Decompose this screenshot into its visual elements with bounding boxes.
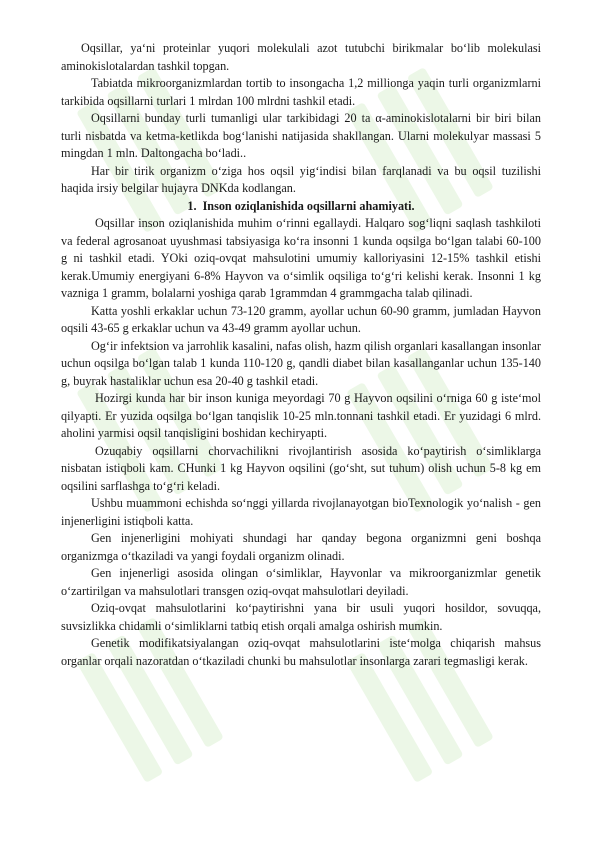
paragraph: Tabiatda mikroorganizmlardan tortib to insongacha 1,2 millionga yaqin turli organizmlarni tarkibida oqsillarni turlari 1 mlrdan 100 mlrdni tashkil etadi. [61, 76, 541, 108]
section-title: Inson oziqlanishida oqsillarni ahamiyati. [202, 198, 415, 213]
paragraph: Ozuqabiy oqsillarni chorvachilikni rivojlantirish asosida ko‘paytirish o‘simliklarga nisbatan istiqboli kam. CHunki 1 kg Hayvon oqsilini (go‘sht, sut tuhum) olish uchun 5-8 kg em oqsilini sarflashga to‘g‘ri keladi. [61, 443, 541, 493]
paragraph: Har bir tirik organizm o‘ziga hos oqsil yig‘indisi bilan farqlanadi va bu oqsil tuzilishi haqida irsiy belgilar hujayra DNKda kodlangan. [61, 163, 541, 195]
paragraph: Katta yoshli erkaklar uchun 73-120 gramm, ayollar uchun 60-90 gramm, jumladan Hayvon oqsili 43-65 g erkaklar uchun va 43-49 gramm ayollar uchun. [61, 303, 541, 335]
paragraph: Oqsillar inson oziqlanishida muhim o‘rinni egallaydi. Halqaro sog‘liqni saqlash tashkiloti va federal agrosanoat uyushmasi tabsiyasiga ko‘ra insonni 1 kunda oqsilga bo‘lgan talabi 60-100 g ni tashkil etadi. YOki oziq-ovqat mahsulotini umumiy kalloriyasini 12-15% tashkil etishi kerak.Umumiy energiyani 6-8% Hayvon va o‘simlik oqsiliga to‘g‘ri kelishi kerak. Insonni 1 kg vazniga 1 gramm, bolalarni yoshiga qarab 1grammdan 4 grammgacha talab qilinadi. [61, 216, 541, 300]
paragraph: Oziq-ovqat mahsulotlarini ko‘paytirishni yana bir usuli yuqori hosildor, sovuqqa, suvsizlikka chidamli o‘simliklarni tatbiq etish orqali amalga oshirish mumkin. [61, 601, 541, 633]
document-page [61, 40, 541, 670]
paragraph: Oqsillarni bunday turli tumanligi ular tarkibidagi 20 ta α-aminokislotalarni bir biri bilan turli nisbatda va ketma-ketlikda bog‘lanishi natijasida shakllangan. Ularni molekulyar massasi 5 mingdan 1 mln. Daltongacha bo‘ladi.. [61, 111, 541, 160]
paragraph: Oqsillar, ya‘ni proteinlar yuqori molekulali azot tutubchi birikmalar bo‘lib molekulasi aminokislotalardan tashkil topgan. [61, 41, 541, 73]
paragraph: Og‘ir infektsion va jarrohlik kasalini, nafas olish, hazm qilish organlari kasallangan insonlar uchun oqsilga bo‘lgan talab 1 kunda 110-120 g, qandli diabet bilan kasallanganlar uchun 135-140 g, buyrak hastaliklar uchun esa 20-40 g tashkil etadi. [61, 338, 541, 388]
section-heading [61, 198, 541, 216]
paragraph: Ushbu muammoni echishda so‘nggi yillarda rivojlanayotgan bioTexnologik yo‘nalish - gen injenerligini istiqboli katta. [61, 496, 541, 528]
paragraph: Gen injenerligini mohiyati shundagi har qanday begona organizmni geni boshqa organizmga o‘tkaziladi va yangi foydali organizm olinadi. [61, 531, 541, 563]
paragraph: Genetik modifikatsiyalangan oziq-ovqat mahsulotlarini iste‘molga chiqarish mahsus organlar orqali nazoratdan o‘tkaziladi chunki bu mahsulotlar insonlarga zarari tegmasligi kerak. [61, 636, 541, 668]
paragraph: Hozirgi kunda har bir inson kuniga meyordagi 70 g Hayvon oqsilini o‘rniga 60 g iste‘mol qilyapti. Er yuzida oqsilga bo‘lgan tanqislik 10-25 mln.tonnani tashkil etadi. Er yuzidagi 6 mlrd. aholini yarmisi oqsil tanqisligini boshidan kechiryapti. [61, 391, 541, 440]
paragraph: Gen injenerligi asosida olingan o‘simliklar, Hayvonlar va mikroorganizmlar genetik o‘zartirilgan va mahsulotlari transgen oziq-ovqat mahsulotlari deyiladi. [61, 566, 541, 598]
section-number: 1. [187, 198, 197, 213]
